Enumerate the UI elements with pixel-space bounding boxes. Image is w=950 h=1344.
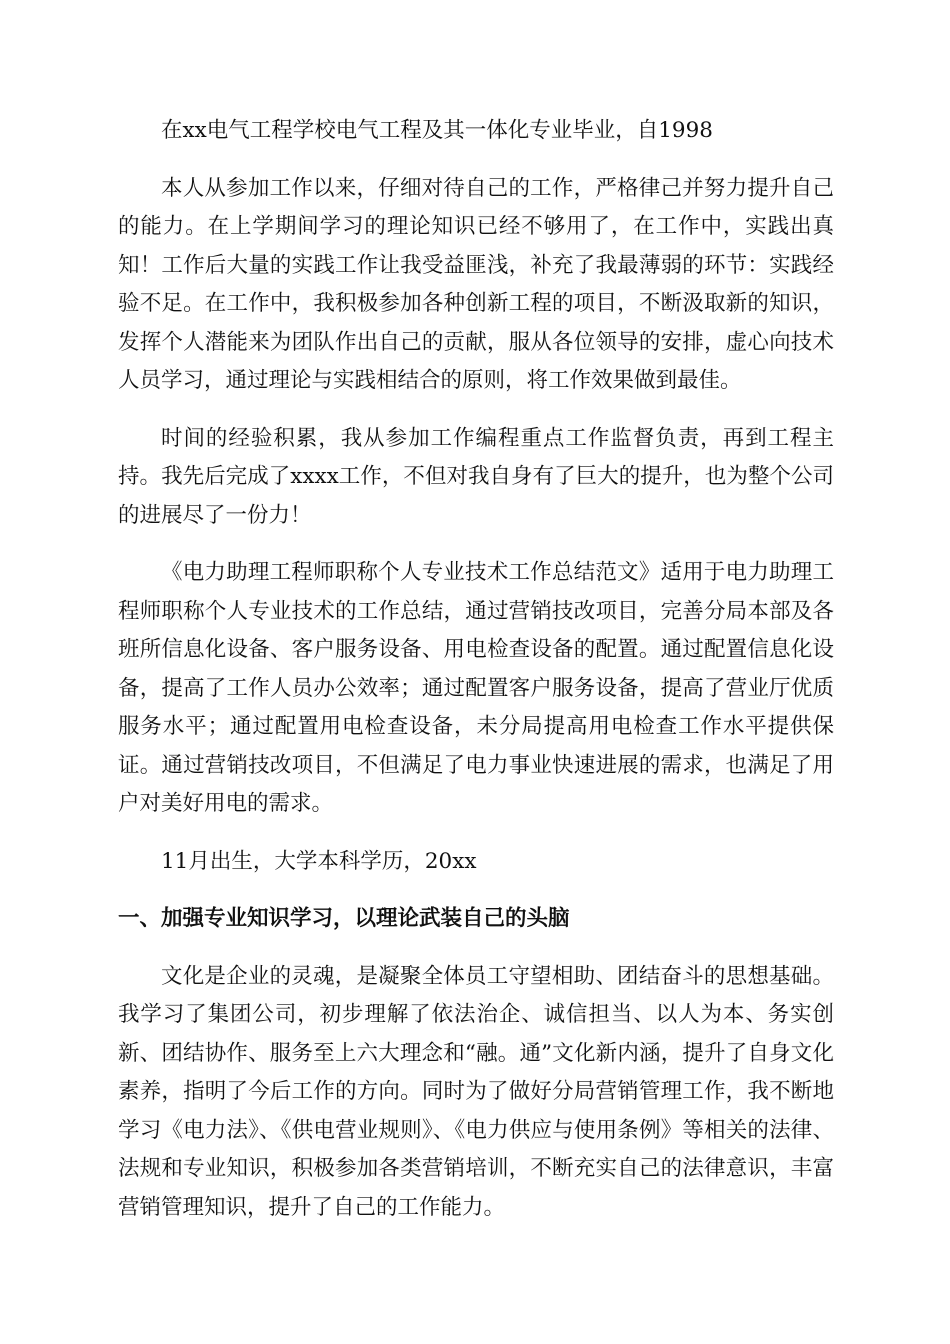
paragraph-birth-education: 11月出生，大学本科学历，20xx [161,848,477,874]
paragraph-culture-study: 文化是企业的灵魂，是凝聚全体员工守望相助、团结奋斗的思想基础。我学习了集团公司，初步理解了依法治企、诚信担当、以人为本、务实创新、团结协作、服务至上六大理念和“融。通”文化新内涵，提升了自身文化素养，指明了今后工作的方向。同时为了做好分局营销管理工作，我不断地学习《电力法》、《供电营业规则》、《电力供应与使用条例》等相关的法律、法规和专业知识，积极参加各类营销培训，不断充实自己的法律意识，丰富营销管理知识，提升了自己的工作能力。 [118,963,834,1220]
paragraph-work-attitude: 本人从参加工作以来，仔细对待自己的工作，严格律己并努力提升自己的能力。在上学期间学习的理论知识已经不够用了，在工作中，实践出真知！工作后大量的实践工作让我受益匪浅，补充了我最薄弱的环节：实践经验不足。在工作中，我积极参加各种创新工程的项目，不断汲取新的知识，发挥个人潜能来为团队作出自己的贡献，服从各位领导的安排，虚心向技术人员学习，通过理论与实践相结合的原则，将工作效果做到最佳。 [118,175,834,393]
paragraph-graduation: 在xx电气工程学校电气工程及其一体化专业毕业，自1998 [161,118,713,143]
document-body [118,112,834,1246]
paragraph-summary-scope: 《电力助理工程师职称个人专业技术工作总结范文》适用于电力助理工程师职称个人专业技术的工作总结，通过营销技改项目，完善分局本部及各班所信息化设备、客户服务设备、用电检查设备的配置。通过配置信息化设备，提高了工作人员办公效率；通过配置客户服务设备，提高了营业厅优质服务水平；通过配置用电检查设备，未分局提高用电检查工作水平提供保证。通过营销技改项目，不但满足了电力事业快速进展的需求，也满足了用户对美好用电的需求。 [118,560,834,816]
section-heading: 一、加强专业知识学习，以理论武装自己的头脑 [118,906,570,931]
paragraph-experience: 时间的经验积累，我从参加工作编程重点工作监督负责，再到工程主持。我先后完成了xxxx工作，不但对我自身有了巨大的提升，也为整个公司的进展尽了一份力！ [118,425,834,528]
